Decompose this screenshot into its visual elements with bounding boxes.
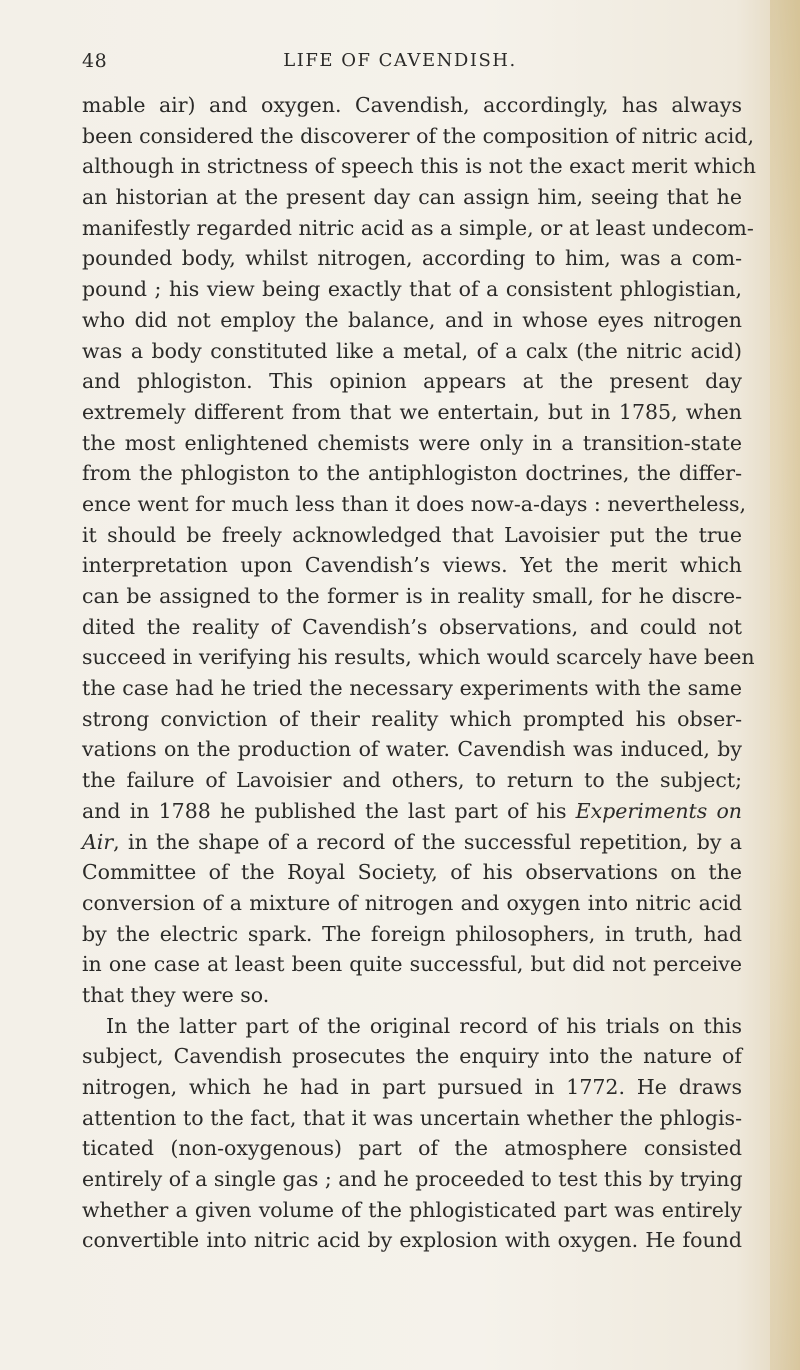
paragraph-first-line: In the latter part of the original record of his trials on this — [106, 1013, 742, 1038]
text-line: conversion of a mixture of nitrogen and oxygen into nitric acid — [82, 890, 742, 915]
text-line-with-italic-title — [82, 827, 742, 858]
text-line: the case had he tried the necessary experiments with the same — [82, 676, 742, 701]
text-line-with-italic-title — [82, 796, 742, 827]
text-line: in one case at least been quite successful, but did not perceive — [82, 952, 742, 977]
text-line: although in strictness of speech this is not the exact merit which — [82, 154, 756, 179]
text-line: vations on the production of water. Cavendish was induced, by — [82, 737, 742, 762]
text-fragment: and in 1788 he published the last part of his — [82, 798, 576, 823]
text-line: succeed in verifying his results, which would scarcely have been — [82, 645, 755, 670]
text-line: by the electric spark. The foreign philosophers, in truth, had — [82, 921, 742, 946]
book-title-italic: Experiments on — [575, 798, 742, 823]
text-line: convertible into nitric acid by explosion with oxygen. He found — [82, 1228, 742, 1253]
text-line: ence went for much less than it does now-a-days : nevertheless, — [82, 491, 746, 516]
body-text — [82, 90, 756, 1256]
text-line: pound ; his view being exactly that of a consistent phlogistian, — [82, 277, 742, 302]
text-line: the failure of Lavoisier and others, to return to the subject; — [82, 768, 742, 793]
running-title: LIFE OF CAVENDISH. — [283, 50, 517, 71]
text-line: whether a given volume of the phlogisticated part was entirely — [82, 1197, 742, 1222]
text-line: extremely different from that we entertain, but in 1785, when — [82, 399, 742, 424]
text-line: ticated (non-oxygenous) part of the atmosphere consisted — [82, 1136, 742, 1161]
page-edge-stain — [770, 0, 800, 1370]
page-number: 48 — [82, 50, 108, 72]
text-line: interpretation upon Cavendish’s views. Yet the merit which — [82, 553, 742, 578]
text-line: from the phlogiston to the antiphlogiston doctrines, the differ- — [82, 461, 742, 486]
text-line: the most enlightened chemists were only in a transition-state — [82, 430, 742, 455]
text-line: an historian at the present day can assign him, seeing that he — [82, 185, 742, 210]
text-line: pounded body, whilst nitrogen, according to him, was a com- — [82, 246, 742, 271]
text-line: mable air) and oxygen. Cavendish, accordingly, has always — [82, 93, 742, 117]
text-line: can be assigned to the former is in reality small, for he discre- — [82, 584, 742, 608]
text-line: and phlogiston. This opinion appears at the present day — [82, 369, 742, 394]
text-line: subject, Cavendish prosecutes the enquiry into the nature of — [82, 1044, 742, 1069]
text-line: manifestly regarded nitric acid as a simple, or at least undecom- — [82, 215, 754, 240]
text-line: dited the reality of Cavendish’s observations, and could not — [82, 614, 742, 639]
text-line: entirely of a single gas ; and he proceeded to test this by trying — [82, 1167, 743, 1192]
running-head — [0, 50, 800, 80]
book-title-italic: Air — [82, 829, 114, 854]
text-line: that they were so. — [82, 982, 270, 1007]
text-line: Committee of the Royal Society, of his observations on the — [82, 860, 742, 885]
text-line: who did not employ the balance, and in whose eyes nitrogen — [82, 307, 742, 332]
text-line: strong conviction of their reality which prompted his obser- — [82, 706, 742, 731]
text-fragment: , in the shape of a record of the successful repetition, by a — [113, 829, 742, 854]
text-line: it should be freely acknowledged that Lavoisier put the true — [82, 522, 742, 547]
text-line: been considered the discoverer of the composition of nitric acid, — [82, 123, 754, 148]
text-line: was a body constituted like a metal, of a calx (the nitric acid) — [82, 338, 742, 363]
text-line: nitrogen, which he had in part pursued in 1772. He draws — [82, 1075, 742, 1099]
text-line: attention to the fact, that it was uncertain whether the phlogis- — [82, 1105, 742, 1130]
